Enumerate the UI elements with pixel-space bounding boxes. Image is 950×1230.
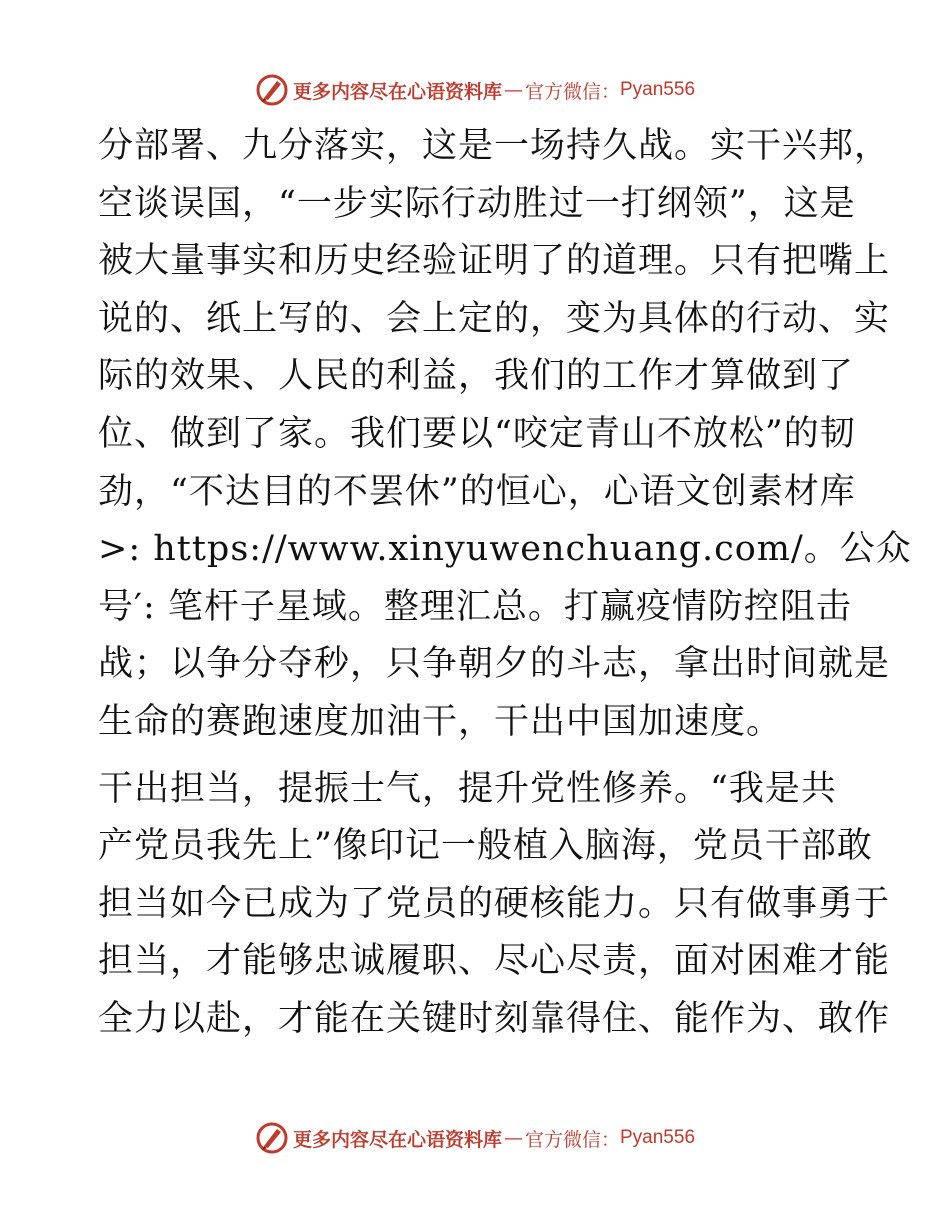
footer-brand-text: 更多内容尽在心语资料库	[292, 1128, 502, 1151]
document-body	[98, 118, 912, 1049]
footer-separator: —	[503, 1127, 523, 1149]
text-line: 产党员我先上”像印记一般植入脑海，党员干部敢	[98, 826, 873, 867]
text-line: 劲，“不达目的不罢休”的恒心，心语文创素材库	[98, 471, 856, 512]
header-wechat-handle: Pyan556	[620, 79, 696, 100]
text-line: 干出担当，提振士气，提升党性修养。“我是共	[98, 768, 837, 809]
text-line: 位、做到了家。我们要以“咬定青山不放松”的韧	[98, 413, 856, 454]
text-line: 被大量事实和历史经验证明了的道理。只有把嘴上	[98, 241, 891, 282]
footer-official-label: 官方微信：	[524, 1128, 620, 1151]
quill-logo-icon	[255, 1121, 289, 1155]
paragraph-1	[98, 118, 912, 752]
text-line: >: https://www.xinyuwenchuang.com/。公众	[98, 529, 912, 570]
text-line: 生命的赛跑速度加油干，干出中国加速度。	[98, 701, 783, 742]
text-line: 分部署、九分落实，这是一场持久战。实干兴邦，	[98, 126, 891, 166]
text-line: 全力以赴，才能在关键时刻靠得住、能作为、敢作	[98, 998, 891, 1039]
header-brand-text: 更多内容尽在心语资料库	[292, 80, 502, 103]
text-line: 际的效果、人民的利益，我们的工作才算做到了	[98, 356, 855, 397]
text-line: 担当如今已成为了党员的硬核能力。只有做事勇于	[98, 883, 891, 924]
text-line: 说的、纸上写的、会上定的，变为具体的行动、实	[98, 298, 891, 339]
paragraph-gap	[98, 752, 858, 761]
paragraph-2	[98, 761, 891, 1049]
text-line: 战；以争分夺秒，只争朝夕的斗志，拿出时间就是	[98, 644, 891, 685]
text-line: 担当，才能够忠诚履职、尽心尽责，面对困难才能	[98, 941, 891, 982]
header-official-label: 官方微信：	[524, 80, 620, 103]
header-separator: —	[503, 79, 523, 101]
footer-wechat-handle: Pyan556	[620, 1127, 696, 1148]
text-line: 号′: 笔杆子星域。整理汇总。打赢疫情防控阻击	[98, 586, 852, 627]
header-banner	[0, 70, 950, 110]
quill-logo-icon	[255, 73, 289, 107]
footer-banner	[0, 1118, 950, 1158]
text-line: 空谈误国，“一步实际行动胜过一打纲领”，这是	[98, 183, 856, 224]
